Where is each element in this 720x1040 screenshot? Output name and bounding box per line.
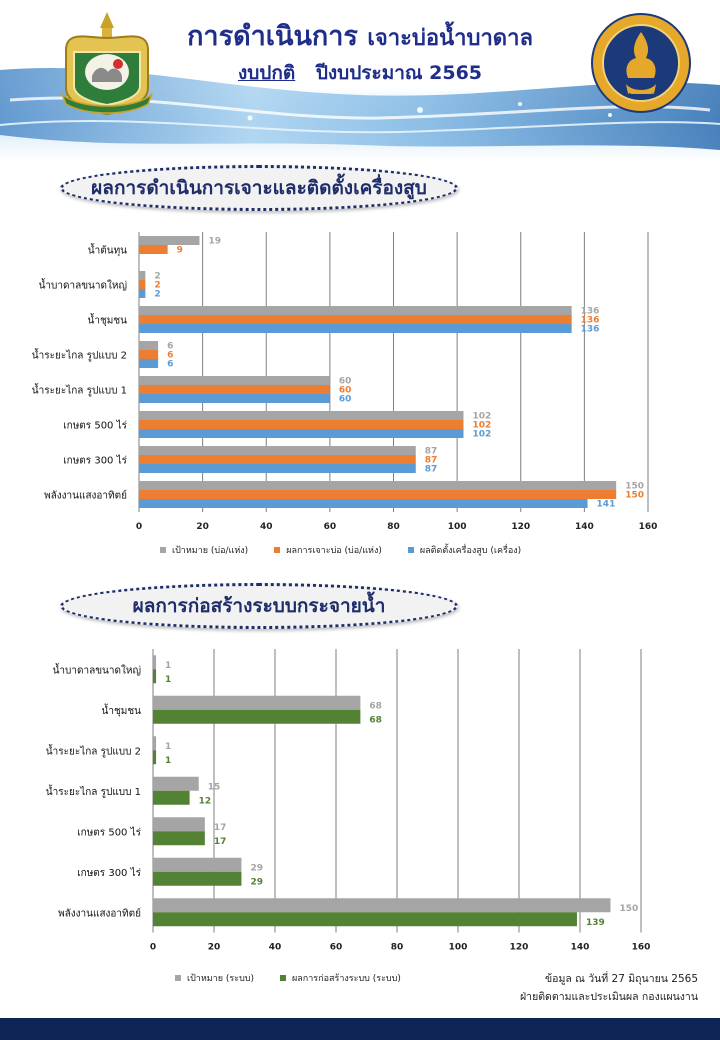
data-label: 6	[167, 359, 174, 370]
x-tick-label: 120	[511, 522, 531, 532]
data-label: 141	[596, 499, 616, 510]
category-label: น้ำระยะไกล รูปแบบ 1	[45, 786, 141, 798]
bar	[139, 245, 168, 254]
header-banner	[0, 0, 720, 160]
bar	[139, 394, 330, 403]
data-label: 17	[213, 822, 227, 833]
bar	[153, 831, 205, 845]
department-name: ฝ่ายติดตามและประเมินผล กองแผนงาน	[520, 991, 698, 1003]
data-label: 102	[472, 429, 492, 440]
data-label: 102	[472, 420, 492, 431]
x-tick-label: 60	[329, 942, 343, 953]
x-tick-label: 0	[149, 942, 157, 953]
bar	[153, 655, 156, 669]
bar	[139, 411, 463, 420]
bar	[153, 898, 611, 912]
bar	[139, 455, 416, 464]
bar	[139, 464, 416, 473]
x-tick-label: 40	[268, 942, 282, 953]
x-tick-label: 120	[509, 942, 529, 953]
bar	[139, 324, 572, 333]
legend-label: เป้าหมาย (บ่อ/แห่ง)	[172, 546, 249, 556]
legend-item-target	[160, 543, 248, 557]
data-label: 87	[424, 446, 438, 457]
x-tick-label: 160	[631, 942, 651, 953]
x-tick-label: 20	[207, 942, 221, 953]
bar	[139, 271, 145, 280]
bar	[153, 696, 360, 710]
legend-label: ผลการก่อสร้างระบบ (ระบบ)	[292, 974, 401, 984]
bar	[139, 280, 145, 289]
category-label: น้ำต้นทุน	[87, 245, 127, 257]
footnote	[520, 970, 698, 1006]
data-label: 2	[154, 271, 161, 282]
data-label: 19	[208, 236, 221, 247]
bar	[139, 420, 463, 429]
bar	[153, 750, 156, 764]
x-tick-label: 40	[259, 522, 273, 532]
data-label: 6	[167, 350, 174, 361]
category-label: เกษตร 300 ไร่	[63, 455, 127, 467]
data-label: 1	[165, 674, 172, 685]
legend-item-drilled	[274, 543, 382, 557]
category-label: เกษตร 300 ไร่	[77, 867, 141, 879]
legend-swatch	[280, 975, 286, 981]
data-label: 2	[154, 280, 161, 291]
bar	[139, 350, 158, 359]
ring-text: TMENT OF GROUNDWATER RESO	[601, 61, 681, 103]
bar	[139, 341, 158, 350]
data-label: 1	[165, 741, 172, 752]
data-label: 102	[472, 411, 492, 422]
x-tick-label: 80	[390, 942, 404, 953]
bar	[153, 817, 205, 831]
bar	[139, 359, 158, 368]
section-title-drilling: ผลการดำเนินการเจาะและติดตั้งเครื่องสูบ	[60, 165, 458, 211]
bar	[139, 499, 588, 508]
data-label: 15	[207, 782, 221, 793]
drilling-chart	[0, 215, 720, 560]
legend-swatch	[175, 975, 181, 981]
x-tick-label: 100	[447, 522, 467, 532]
data-label: 1	[165, 755, 172, 766]
bar	[139, 481, 616, 490]
bar	[153, 777, 199, 791]
section-title-distribution: ผลการก่อสร้างระบบกระจายน้ำ	[60, 583, 458, 629]
legend-item-target	[175, 971, 254, 985]
bar	[153, 912, 577, 926]
data-label: 139	[585, 917, 605, 928]
x-tick-label: 140	[570, 942, 590, 953]
distribution-chart	[0, 645, 720, 985]
x-tick-label: 0	[135, 522, 143, 532]
legend-label: ผลการเจาะบ่อ (บ่อ/แห่ง)	[286, 546, 382, 556]
data-label: 2	[154, 289, 161, 300]
data-label: 60	[338, 394, 352, 405]
bar	[139, 446, 416, 455]
page-title	[0, 14, 720, 57]
bottom-bar	[0, 1018, 720, 1040]
x-tick-label: 140	[574, 522, 594, 532]
bar	[139, 429, 463, 438]
title-sub: เจาะบ่อน้ำบาดาล	[367, 26, 533, 51]
title-main: การดำเนินการ	[187, 21, 358, 52]
category-label: พลังงานแสงอาทิตย์	[58, 908, 141, 920]
bar	[139, 385, 330, 394]
distribution-chart-svg	[0, 645, 720, 965]
data-label: 136	[580, 324, 600, 335]
data-label: 29	[250, 863, 263, 874]
data-label: 68	[369, 701, 382, 712]
legend-item-installed	[408, 543, 521, 557]
data-label: 1	[165, 660, 172, 671]
bar	[153, 669, 156, 683]
data-label: 150	[625, 490, 644, 501]
bar	[139, 315, 572, 324]
bar	[139, 289, 145, 298]
data-label: 12	[198, 796, 212, 807]
data-label: 6	[167, 341, 174, 352]
drilling-chart-legend	[160, 543, 521, 557]
category-label: น้ำชุมชน	[101, 705, 141, 717]
legend-swatch	[160, 547, 166, 553]
data-label: 60	[338, 385, 352, 396]
bar	[139, 236, 199, 245]
data-date: ข้อมูล ณ วันที่ 27 มิถุนายน 2565	[544, 973, 698, 985]
data-label: 136	[580, 315, 600, 326]
budget-label: งบปกติ	[237, 62, 296, 84]
distribution-chart-legend	[175, 971, 401, 985]
data-label: 68	[369, 715, 382, 726]
bar	[153, 858, 241, 872]
legend-swatch	[408, 547, 414, 553]
legend-swatch	[274, 547, 280, 553]
bar	[139, 306, 572, 315]
bar	[153, 872, 241, 886]
x-tick-label: 60	[323, 522, 337, 532]
data-label: 87	[424, 455, 438, 466]
category-label: พลังงานแสงอาทิตย์	[44, 490, 127, 502]
data-label: 60	[338, 376, 352, 387]
data-label: 136	[580, 306, 600, 317]
category-label: เกษตร 500 ไร่	[63, 420, 127, 432]
category-label: น้ำชุมชน	[87, 315, 127, 327]
legend-label: เป้าหมาย (ระบบ)	[187, 974, 255, 984]
category-label: เกษตร 500 ไร่	[77, 827, 141, 839]
x-tick-label: 80	[387, 522, 400, 532]
data-label: 9	[176, 245, 183, 256]
x-tick-label: 20	[196, 522, 209, 532]
legend-item-built	[280, 971, 401, 985]
category-label: น้ำระยะไกล รูปแบบ 2	[31, 350, 127, 362]
bar	[153, 710, 360, 724]
x-tick-label: 160	[638, 522, 658, 532]
category-label: น้ำระยะไกล รูปแบบ 2	[45, 746, 141, 758]
fiscal-year: ปีงบประมาณ 2565	[315, 62, 483, 84]
category-label: น้ำระยะไกล รูปแบบ 1	[31, 385, 127, 397]
data-label: 150	[619, 903, 639, 914]
data-label: 150	[625, 481, 644, 492]
drilling-chart-svg	[0, 215, 720, 560]
data-label: 87	[424, 464, 438, 475]
page-subtitle	[0, 58, 720, 88]
category-label: น้ำบาดาลขนาดใหญ่	[38, 280, 127, 292]
bar	[153, 736, 156, 750]
data-label: 29	[250, 877, 263, 888]
legend-label: ผลติดตั้งเครื่องสูบ (เครื่อง)	[419, 546, 522, 556]
bar	[139, 490, 616, 499]
category-label: น้ำบาดาลขนาดใหญ่	[52, 665, 141, 677]
bar	[153, 791, 190, 805]
data-label: 17	[213, 836, 227, 847]
bar	[139, 376, 330, 385]
x-tick-label: 100	[448, 942, 468, 953]
